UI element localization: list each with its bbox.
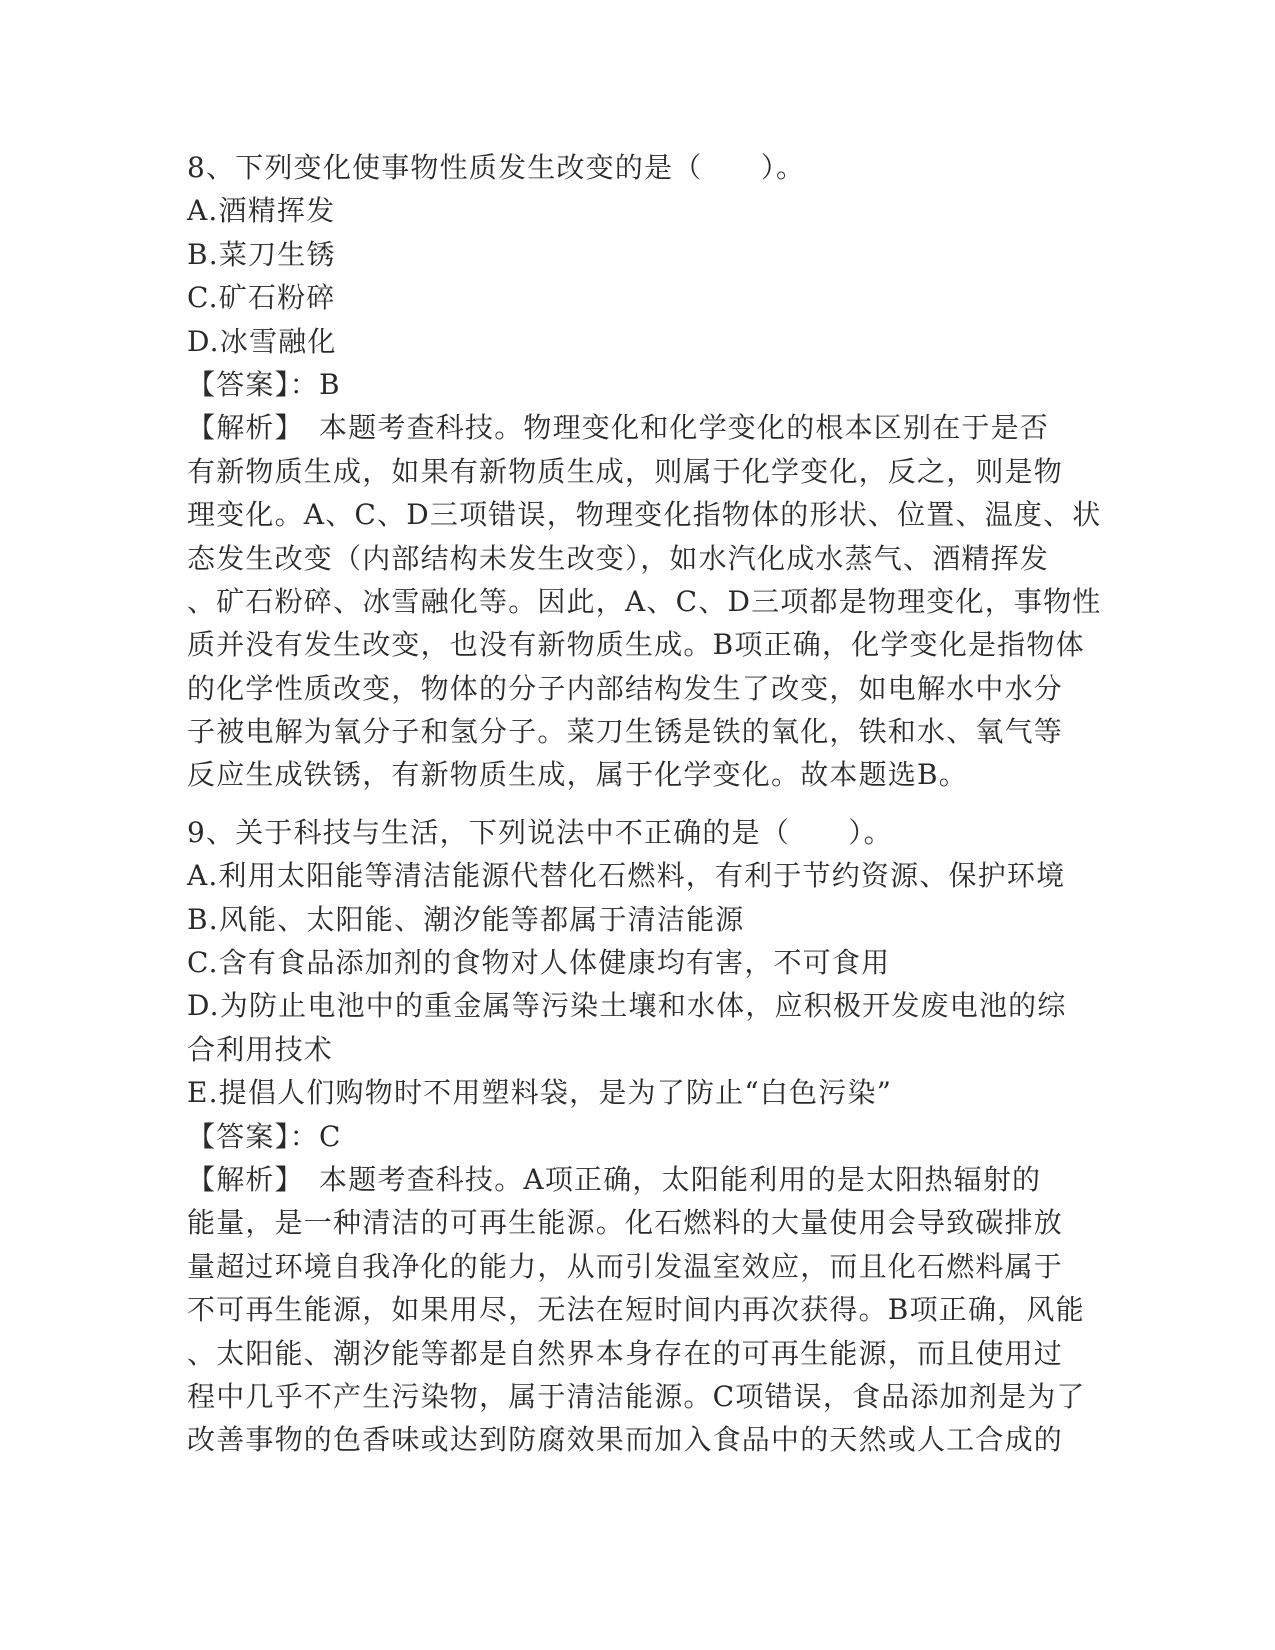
option-d: D.冰雪融化 xyxy=(187,324,337,358)
explanation-line: 、矿石粉碎、冰雪融化等。因此，A、C、D三项都是物理变化，事物性 xyxy=(187,584,1102,618)
explanation-line: 有新物质生成，如果有新物质生成，则属于化学变化，反之，则是物 xyxy=(187,454,1064,488)
option-d-continued: 合利用技术 xyxy=(187,1032,334,1066)
answer-line: 【答案】：C xyxy=(187,1119,342,1153)
explanation-line: 子被电解为氧分子和氢分子。菜刀生锈是铁的氧化，铁和水、氧气等 xyxy=(187,715,1064,749)
explanation-line: 【解析】 本题考查科技。物理变化和化学变化的根本区别在于是否 xyxy=(187,411,1050,445)
explanation-line: 程中几乎不产生污染物，属于清洁能源。C项错误，食品添加剂是为了 xyxy=(187,1379,1086,1413)
question-9 xyxy=(187,811,1087,1462)
question-stem: 9、关于科技与生活，下列说法中不正确的是（ ）。 xyxy=(187,815,893,849)
option-a: A.酒精挥发 xyxy=(187,194,336,228)
document-body xyxy=(187,146,1102,1462)
answer-line: 【答案】：B xyxy=(187,367,341,401)
explanation-line: 改善事物的色香味或达到防腐效果而加入食品中的天然或人工合成的 xyxy=(187,1423,1064,1457)
option-e: E.提倡人们购物时不用塑料袋，是为了防止“白色污染” xyxy=(187,1076,893,1110)
question-8 xyxy=(187,146,1102,797)
explanation-line: 不可再生能源，如果用尽，无法在短时间内再次获得。B项正确，风能 xyxy=(187,1293,1085,1327)
explanation-line: 态发生改变（内部结构未发生改变），如水汽化成水蒸气、酒精挥发 xyxy=(187,541,1050,575)
option-a: A.利用太阳能等清洁能源代替化石燃料，有利于节约资源、保护环境 xyxy=(187,859,1066,893)
explanation-line: 、太阳能、潮汐能等都是自然界本身存在的可再生能源，而且使用过 xyxy=(187,1336,1064,1370)
option-c: C.矿石粉碎 xyxy=(187,281,336,315)
explanation-line: 量超过环境自我净化的能力，从而引发温室效应，而且化石燃料属于 xyxy=(187,1249,1064,1283)
explanation-line: 的化学性质改变，物体的分子内部结构发生了改变，如电解水中水分 xyxy=(187,671,1064,705)
explanation-line: 理变化。A、C、D三项错误，物理变化指物体的形状、位置、温度、状 xyxy=(187,498,1102,532)
explanation xyxy=(187,1158,1087,1462)
explanation-line: 【解析】 本题考查科技。A项正确，太阳能利用的是太阳热辐射的 xyxy=(187,1162,1042,1196)
explanation xyxy=(187,406,1102,797)
explanation-line: 质并没有发生改变，也没有新物质生成。B项正确，化学变化是指物体 xyxy=(187,628,1085,662)
question-stem: 8、下列变化使事物性质发生改变的是（ ）。 xyxy=(187,151,806,184)
option-b: B.菜刀生锈 xyxy=(187,237,336,271)
option-d: D.为防止电池中的重金属等污染土壤和水体，应积极开发废电池的综 xyxy=(187,989,1067,1023)
question-separator xyxy=(187,797,1087,811)
option-b: B.风能、太阳能、潮汐能等都属于清洁能源 xyxy=(187,902,745,936)
explanation-line: 能量，是一种清洁的可再生能源。化石燃料的大量使用会导致碳排放 xyxy=(187,1206,1064,1240)
option-c: C.含有食品添加剂的食物对人体健康均有害，不可食用 xyxy=(187,946,891,980)
explanation-line: 反应生成铁锈，有新物质生成，属于化学变化。故本题选B。 xyxy=(187,758,968,792)
